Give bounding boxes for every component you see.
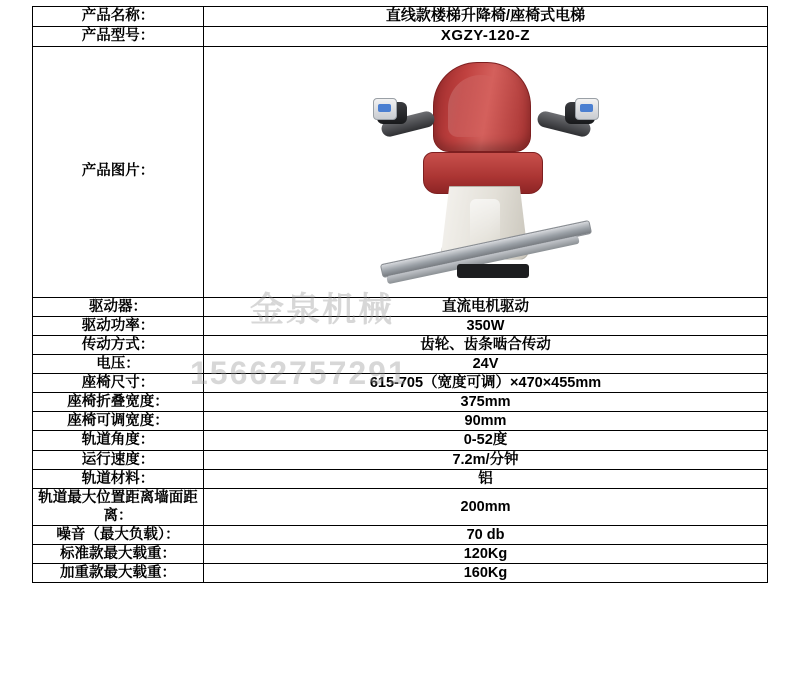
- row-value: 直线款楼梯升降椅/座椅式电梯: [204, 7, 768, 27]
- row-label: 座椅折叠宽度：: [33, 393, 204, 412]
- row-label: 电压：: [33, 354, 204, 373]
- table-row: [33, 526, 768, 545]
- row-value: 375mm: [204, 393, 768, 412]
- spec-table: [32, 6, 768, 583]
- control-joystick-left-icon: [373, 98, 397, 120]
- table-row: [33, 393, 768, 412]
- product-spec-sheet: [32, 6, 768, 583]
- row-label: 产品名称：: [33, 7, 204, 27]
- row-label: 轨道最大位置距离墙面距离：: [33, 488, 204, 525]
- table-row: [33, 354, 768, 373]
- row-label: 驱动功率：: [33, 316, 204, 335]
- row-value: 350W: [204, 316, 768, 335]
- row-label: 传动方式：: [33, 335, 204, 354]
- table-row: [33, 545, 768, 564]
- row-value: 615-705（宽度可调）×470×455mm: [204, 374, 768, 393]
- chair-footrest: [457, 264, 529, 278]
- row-value: 70 db: [204, 526, 768, 545]
- table-row: [33, 374, 768, 393]
- row-label: 座椅可调宽度：: [33, 412, 204, 431]
- row-label: 座椅尺寸：: [33, 374, 204, 393]
- table-row-product-image: [33, 46, 768, 297]
- table-row: [33, 7, 768, 27]
- table-row: [33, 335, 768, 354]
- table-row: [33, 469, 768, 488]
- watermark-brand: 金泉机械: [250, 291, 394, 329]
- row-label: 加重款最大载重：: [33, 564, 204, 583]
- row-label: 轨道角度：: [33, 431, 204, 450]
- row-value: 铝: [204, 469, 768, 488]
- row-value: 90mm: [204, 412, 768, 431]
- row-value: 0-52度: [204, 431, 768, 450]
- table-row: [33, 297, 768, 316]
- row-value: 24V: [204, 354, 768, 373]
- stair-lift-chair-illustration: [371, 56, 601, 292]
- row-label: 驱动器：: [33, 297, 204, 316]
- row-label: 产品型号：: [33, 26, 204, 46]
- row-value: 120Kg: [204, 545, 768, 564]
- row-label: 产品图片：: [33, 46, 204, 297]
- table-row: [33, 316, 768, 335]
- row-value: 200mm: [204, 488, 768, 525]
- watermark-phone: 15662757291: [190, 355, 408, 391]
- row-value: 7.2m/分钟: [204, 450, 768, 469]
- table-row: [33, 564, 768, 583]
- control-joystick-right-icon: [575, 98, 599, 120]
- table-row: [33, 450, 768, 469]
- row-value: 齿轮、齿条啮合传动: [204, 335, 768, 354]
- row-label: 轨道材料：: [33, 469, 204, 488]
- table-row: [33, 412, 768, 431]
- row-label: 标准款最大载重：: [33, 545, 204, 564]
- table-row: [33, 488, 768, 525]
- row-label: 噪音（最大负载）：: [33, 526, 204, 545]
- product-image-cell: [204, 46, 768, 297]
- product-photo: [204, 48, 767, 296]
- table-row: [33, 431, 768, 450]
- chair-backrest: [433, 62, 531, 152]
- table-row: [33, 26, 768, 46]
- row-value: 直流电机驱动: [204, 297, 768, 316]
- row-label: 运行速度：: [33, 450, 204, 469]
- row-value: 160Kg: [204, 564, 768, 583]
- spec-table-body: [33, 7, 768, 583]
- row-value: XGZY-120-Z: [204, 26, 768, 46]
